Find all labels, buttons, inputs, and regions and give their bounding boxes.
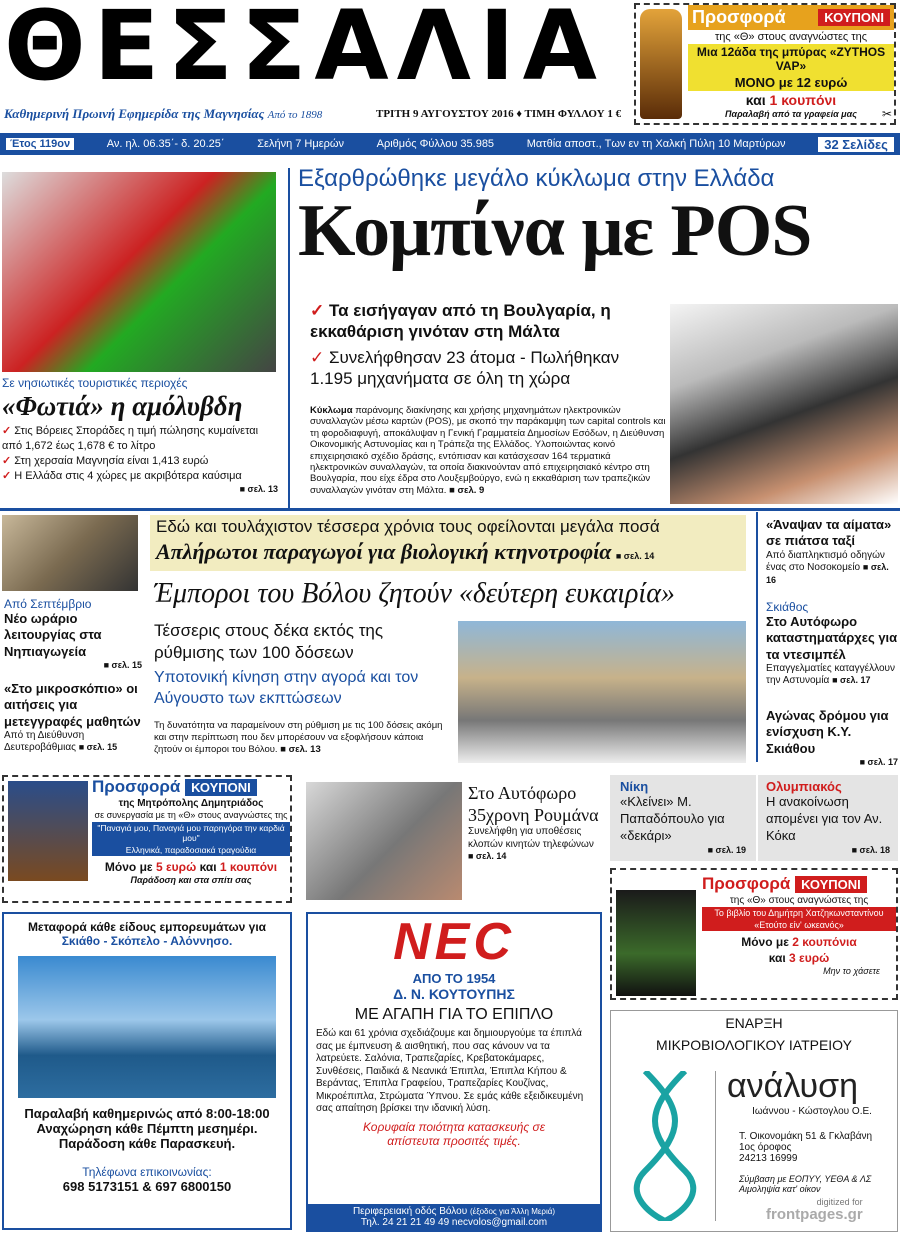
coupon-label: ΚΟΥΠΟΝΙ xyxy=(795,876,867,893)
micro-headline: «Στο μικροσκόπιο» οι αιτήσεις για μετεγγραφές μαθητών xyxy=(4,681,141,729)
micro-body-text: Από τη Διεύθυνση Δευτεροβάθμιας xyxy=(4,729,85,754)
promo-price-line xyxy=(702,935,896,966)
promo-line: σε συνεργασία με τη «Θ» στους αναγνώστες της xyxy=(94,810,288,820)
nec-furniture-ad[interactable] xyxy=(306,912,602,1232)
lead-headline: Κομπίνα με POS xyxy=(298,190,812,272)
beer-bottle-icon xyxy=(640,9,682,119)
bio-headline-row xyxy=(150,539,746,565)
road-story[interactable] xyxy=(766,708,898,767)
icon-image xyxy=(8,781,88,881)
saint-day: Ματθία αποστ., Των εν τη Χαλκή Πύλη 10 Μαρτύρων xyxy=(526,138,786,150)
nec-slogan: ΜΕ ΑΓΑΠΗ ΓΙΑ ΤΟ ΕΠΙΠΛΟ xyxy=(354,1006,554,1024)
nec-logo: NEC xyxy=(393,913,515,971)
lead-page-ref: ■ σελ. 9 xyxy=(449,484,485,496)
niki-story[interactable] xyxy=(610,775,756,861)
promo-album-title: "Παναγιά μου, Παναγιά μου παρηγόρα την καρδιά μου" xyxy=(92,822,290,844)
shipping-line: Παράδοση κάθε Παρασκευή. xyxy=(58,1136,236,1151)
promo-offer-label: Προσφορά xyxy=(702,874,791,893)
book-promo-header xyxy=(702,874,896,894)
fuel-story[interactable] xyxy=(2,376,278,494)
promo-price-line xyxy=(92,860,290,876)
promo-pickup: Παραλαβή από τα γραφεία μας xyxy=(725,109,857,120)
shipping-contact-label: Τηλέφωνα επικοινωνίας: xyxy=(82,1165,212,1179)
column-divider xyxy=(756,512,758,762)
promo-coupon-count: 1 κουπόνι xyxy=(769,92,837,109)
nec-footer xyxy=(308,1204,600,1230)
nec-addr2: (έξοδος για Άλλη Μεριά) xyxy=(469,1207,556,1216)
coupon-label: ΚΟΥΠΟΝΙ xyxy=(185,779,257,796)
promo-book-title: «Ετούτο είν' ωκεανός» xyxy=(702,919,896,931)
music-promo-coupon[interactable] xyxy=(2,775,292,903)
micro-body xyxy=(4,730,142,755)
smartphone-photo xyxy=(306,782,462,900)
merchants-story[interactable] xyxy=(154,620,454,755)
coupon-label: ΚΟΥΠΟΝΙ xyxy=(818,9,890,26)
shipping-line: Αναχώρηση κάθε Πέμπτη μεσημέρι. xyxy=(36,1121,258,1136)
nec-name: Δ. Ν. ΚΟΥΤΟΥΠΗΣ xyxy=(393,986,515,1003)
promo-album-desc: Ελληνικά, παραδοσιακά τραγούδια xyxy=(92,844,290,856)
merchants-headline: Έμποροι του Βόλου ζητούν «δεύτερη ευκαιρία» xyxy=(154,578,675,609)
price-text: 1 κουπόνι xyxy=(219,859,278,874)
skiathos-page-ref: ■ σελ. 17 xyxy=(832,675,871,686)
nec-since: ΑΠΟ ΤΟ 1954 xyxy=(412,971,496,987)
lab-phone: 24213 16999 xyxy=(739,1153,798,1164)
promo-line: της «Θ» στους αναγνώστες της xyxy=(714,31,868,43)
niki-page-ref: ■ σελ. 19 xyxy=(707,844,746,855)
road-page-ref: ■ σελ. 17 xyxy=(859,756,898,767)
check-icon: ✓ xyxy=(310,301,329,320)
book-promo-coupon[interactable] xyxy=(610,868,898,1000)
page-count: 32 Σελίδες xyxy=(818,137,894,152)
fuel-headline: «Φωτιά» η αμόλυβδη xyxy=(2,391,243,421)
subtitle-text: Καθημερινή Πρωινή Εφημερίδα της Μαγνησίας xyxy=(4,106,265,121)
road-headline: Αγώνας δρόμου για ενίσχυση Κ.Υ. Σκιάθου xyxy=(766,708,889,756)
merchants-sub2: Υποτονική κίνηση στην αγορά και τον Αύγουστο των εκπτώσεων xyxy=(154,669,419,707)
nec-address xyxy=(310,1206,598,1217)
bio-kicker: Εδώ και τουλάχιστον τέσσερα χρόνια τους οφείλονται μεγάλα ποσά xyxy=(156,517,660,536)
masthead xyxy=(0,0,630,128)
taxi-story[interactable] xyxy=(766,517,898,587)
lead-bullet-text: Τα εισήγαγαν από τη Βουλγαρία, η εκκαθάριση γινόταν στη Μάλτα xyxy=(310,301,611,342)
promo-line: της «Θ» στους αναγνώστες της xyxy=(729,895,869,906)
promo-offer-label: Προσφορά xyxy=(92,777,181,796)
price-text: Μόνο με xyxy=(104,859,153,874)
niki-headline: «Κλείνει» Μ. Παπαδόπουλο για «δεκάρι» xyxy=(620,794,725,843)
olymp-headline: Η ανακοίνωση απομένει για τον Αν. Κόκα xyxy=(766,794,883,843)
micro-page-ref: ■ σελ. 15 xyxy=(78,742,118,753)
promo-and: και xyxy=(745,92,766,109)
lab-divider xyxy=(715,1071,716,1221)
promo-dont-miss: Μην το χάσετε xyxy=(823,966,880,977)
nec-phone: Τηλ. 24 21 21 49 49 necvolos@gmail.com xyxy=(360,1217,548,1228)
kinder-page-ref: ■ σελ. 15 xyxy=(103,659,142,670)
merchants-body-text: Τη δυνατότητα να παραμείνουν στη ρύθμιση με τις 100 δόσεις ακόμη και στην περίπτωση που δεν μπορέσουν να εξοφλήσουν κάποια ζητούν οι έμποροι του Βόλου. xyxy=(154,719,443,755)
lead-bullet-1 xyxy=(310,300,666,343)
nec-quality: Κορυφαία ποιότητα κατασκευής σε απίστευτα προσιτές τιμές. xyxy=(362,1119,546,1148)
shipping-phones: 698 5173151 & 697 6800150 xyxy=(62,1179,232,1194)
shipping-title: Μεταφορά κάθε είδους εμπορευμάτων για xyxy=(27,920,267,934)
lab-owners: Ιωάννου - Κώστογλου Ο.Ε. xyxy=(752,1106,872,1117)
lead-bullet-text: Συνελήφθησαν 23 άτομα - Πωλήθηκαν 1.195 μηχανήματα σε όλη τη χώρα xyxy=(310,347,620,388)
street-market-photo xyxy=(458,621,746,763)
promo-delivery: Παράδοση και στα σπίτι σας xyxy=(130,875,252,886)
lab-address: Τ. Οικονομάκη 51 & Γκλαβάνη xyxy=(739,1131,873,1142)
promo-coupon-line xyxy=(688,91,894,109)
fuel-bullet: ✓ Στις Βόρειες Σποράδες η τιμή πώλησης κυμαίνεται από 1,672 έως 1,678 € το λίτρο xyxy=(2,424,278,454)
year-badge: Έτος 119ον xyxy=(6,138,74,150)
row-divider xyxy=(0,508,900,511)
shipping-dest: Σκιάθο - Σκόπελο - Αλόννησο. xyxy=(61,934,233,948)
beer-promo-coupon[interactable] xyxy=(634,3,896,125)
romanian-body-text: Συνελήφθη για υποθέσεις κλοπών κινητών τηλεφώνων xyxy=(468,826,594,850)
scissors-icon: ✂ xyxy=(881,107,892,121)
lead-body xyxy=(310,405,666,496)
romanian-story[interactable] xyxy=(468,783,602,864)
pos-terminal-photo xyxy=(670,304,898,504)
fuel-page-ref: ■ σελ. 13 xyxy=(239,483,278,494)
fuel-bullet: ✓ Στη χερσαία Μαγνησία είναι 1,413 ευρώ xyxy=(2,454,278,469)
lab-opening: ΕΝΑΡΞΗ xyxy=(725,1015,783,1031)
niki-tag: Νίκη xyxy=(620,779,649,794)
since-text: Από το 1898 xyxy=(267,109,323,121)
watermark-line: digitized for xyxy=(816,1197,863,1207)
promo-header xyxy=(688,5,894,30)
price-text: Μόνο με xyxy=(741,935,789,949)
shipping-ad[interactable] xyxy=(2,912,292,1230)
kinder-headline: Νέο ωράριο λειτουργίας στα Νηπιαγωγεία xyxy=(4,611,102,659)
lead-story[interactable] xyxy=(298,165,898,271)
promo-line: της Μητρόπολης Δημητριάδος xyxy=(118,798,264,809)
price-text: 2 κουπόνια xyxy=(792,935,857,949)
nec-body: Εδώ και 61 χρόνια σχεδιάζουμε και δημιουργούμε τα έπιπλά σας με έμπνευση & αισθητική, που σας κάνουν να τα λατρεύετε. Σαλόνια, Τραπεζαρίες, Κρεβατοκάμαρες, Συνθέσεις, Παιδικά & Νεανικά Έπιπλα, Έπιπλα Κήπου & Βεράντας, Έπιπλα Γραφείου, Τραπεζαρίες Κουζίνας, Μικροέπιπλα, Στρώματα Ύπνου. Σε εμάς κάθε εξειδικευμένη σας απαίτηση βρίσκει την ιδανική λύση. xyxy=(316,1028,584,1115)
fuel-bullet: ✓ Η Ελλάδα στις 4 χώρες με ακριβότερα καύσιμα xyxy=(2,469,278,484)
taxi-headline: «Άναψαν τα αίματα» σε πιάτσα ταξί xyxy=(766,517,892,549)
dna-icon xyxy=(625,1071,705,1221)
newspaper-subtitle xyxy=(4,106,322,122)
skiathos-tag: Σκιάθος xyxy=(766,600,809,614)
merchants-body xyxy=(154,720,454,756)
fuel-pump-photo xyxy=(2,172,276,372)
lead-body-lead: Κύκλωμα xyxy=(310,405,353,416)
children-photo xyxy=(2,515,138,591)
ship-photo xyxy=(18,956,276,1098)
lab-brand: ανάλυση xyxy=(727,1067,858,1105)
romanian-page-ref: ■ σελ. 14 xyxy=(468,851,507,862)
lead-body-text: παράνομης διακίνησης και χρήσης μηχανημάτων ηλεκτρονικών συναλλαγών μέσω καρτών (POS), με σκοπό την παράκαμψη των capital controls και τη φοροδιαφυγή, αποκάλυψαν η Γενική Γραμματεία Δημοσίων Εσόδων, η Διεύθυνση Οικονομικής Αστυνομίας και η Τράπεζα της Ελλάδος. Υλοποιώντας κοινό επιχειρησιακό σχέδιο δράσης, εντόπισαν και κατάσχεσαν 164 τερματικά ηλεκτρονικών συναλλαγών, τα οποία διακινούνταν από επιχειρησιακό κέντρο στη Βουλγαρία, που είχε έδρα στο Λουξεμβούργο, ενώ η εκκαθάριση των τραπεζικών συναλλαγών γινόταν στη Μάλτα. xyxy=(310,405,666,496)
price-text: και xyxy=(768,950,786,965)
moon-phase: Σελήνη 7 Ημερών xyxy=(257,138,344,150)
music-promo-header xyxy=(92,777,290,797)
bio-page-ref: ■ σελ. 14 xyxy=(615,551,655,561)
promo-book-author: Το βιβλίο του Δημήτρη Χατζηκωνσταντίνου xyxy=(702,907,896,919)
issue-date: ΤΡΙΤΗ 9 ΑΥΓΟΥΣΤΟΥ 2016 ♦ ΤΙΜΗ ΦΥΛΛΟΥ 1 € xyxy=(376,108,622,120)
info-bar xyxy=(0,133,900,155)
promo-product: Μια 12άδα της μπύρας «ZYTHOS VAP» xyxy=(688,44,894,74)
price-text: και xyxy=(199,859,217,874)
price-text: 3 ευρώ xyxy=(789,950,830,965)
watermark xyxy=(766,1198,863,1222)
issue-number: Αριθμός Φύλλου 35.985 xyxy=(376,138,495,150)
taxi-body-text: Από διαπληκτισμό οδηγών ένας στο Νοσοκομείο xyxy=(766,549,885,573)
sun-times: Αν. ηλ. 06.35΄- δ. 20.25΄ xyxy=(106,138,225,150)
watermark-site: frontpages.gr xyxy=(766,1206,863,1223)
olympiakos-story[interactable] xyxy=(758,775,898,861)
lead-kicker: Εξαρθρώθηκε μεγάλο κύκλωμα στην Ελλάδα xyxy=(298,165,775,192)
bio-headline: Απλήρωτοι παραγωγοί για βιολογική κτηνοτροφία xyxy=(156,539,612,564)
fuel-tag: Σε νησιωτικές τουριστικές περιοχές xyxy=(2,376,188,390)
olymp-page-ref: ■ σελ. 18 xyxy=(851,844,890,855)
taxi-body xyxy=(766,550,898,588)
book-cover-image xyxy=(616,890,696,996)
merchants-sub1: Τέσσερις στους δέκα εκτός της ρύθμισης των 100 δόσεων xyxy=(154,621,384,663)
bio-story[interactable] xyxy=(150,515,746,571)
lab-info xyxy=(727,1067,897,1194)
micro-story[interactable] xyxy=(4,681,142,755)
skiathos-headline: Στο Αυτόφωρο καταστηματάρχες για τα ντεσιμπέλ xyxy=(766,614,898,662)
lab-home-service: Αιμοληψία κατ' οίκον xyxy=(739,1184,821,1194)
taxi-page-ref: ■ σελ. 16 xyxy=(766,562,889,585)
newspaper-title: ΘΕΣΣΑΛΙΑ xyxy=(4,0,605,102)
olymp-tag: Ολυμπιακός xyxy=(766,779,842,794)
romanian-body xyxy=(468,826,602,864)
kinder-tag: Από Σεπτέμβριο xyxy=(4,597,92,611)
lead-bullet-2 xyxy=(310,347,666,390)
skiathos-body-text: Επαγγελματίες καταγγέλλουν την Αστυνομία xyxy=(766,662,896,687)
check-icon: ✓ xyxy=(310,347,329,367)
lab-floor: 1ος όροφος xyxy=(739,1142,792,1153)
skiathos-story[interactable] xyxy=(766,600,898,688)
romanian-headline: Στο Αυτόφωρο 35χρονη Ρουμάνα xyxy=(468,783,599,825)
promo-price: ΜΟΝΟ με 12 ευρώ xyxy=(688,74,894,91)
nec-addr: Περιφερειακή οδός Βόλου xyxy=(352,1206,468,1217)
lab-title: ΜΙΚΡΟΒΙΟΛΟΓΙΚΟΥ ΙΑΤΡΕΙΟΥ xyxy=(656,1037,852,1053)
price-text: 5 ευρώ xyxy=(155,859,197,874)
lead-bullets xyxy=(310,300,666,389)
column-divider xyxy=(288,168,290,508)
kinder-story[interactable] xyxy=(4,597,142,670)
merchants-page-ref: ■ σελ. 13 xyxy=(280,743,321,755)
skiathos-body xyxy=(766,663,898,688)
promo-offer-label: Προσφορά xyxy=(692,7,786,27)
shipping-line: Παραλαβή καθημερινώς από 8:00-18:00 xyxy=(24,1106,270,1121)
lab-contract: Σύμβαση με ΕΟΠΥΥ, ΥΕΘΑ & ΛΣ xyxy=(739,1174,872,1184)
